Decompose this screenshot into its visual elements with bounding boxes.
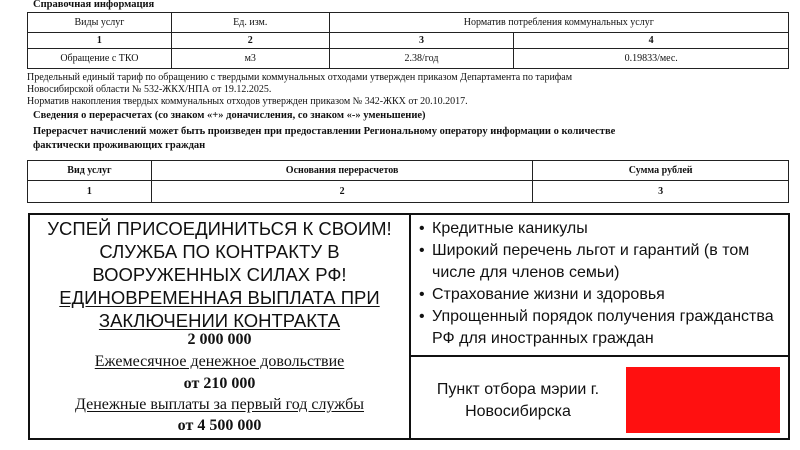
benefit-text: Широкий перечень льгот и гарантий (в том числе для членов семьи) — [432, 242, 750, 281]
list-item: • Широкий перечень льгот и гарантий (в том числе для членов семьи) — [419, 240, 785, 284]
recalc-number-row — [28, 181, 789, 203]
reference-header-norm: Норматив потребления коммунальных услуг — [329, 13, 788, 33]
reference-cell-service: Обращение с ТКО — [28, 49, 172, 69]
recruitment-point-label — [411, 379, 625, 423]
benefit-text: Упрощенный порядок получения гражданства РФ для иностранных граждан — [432, 308, 774, 347]
reference-cell-year: 2.38/год — [329, 49, 514, 69]
recruitment-point-line-1: Пункт отбора мэрии г. — [436, 381, 600, 398]
list-item: • Кредитные каникулы — [419, 218, 785, 240]
reference-col-number: 3 — [329, 33, 514, 49]
ad-lump-sum-line-2: ЗАКЛЮЧЕНИИ КОНТРАКТА — [98, 310, 341, 331]
ad-headline-line-3: ВООРУЖЕННЫХ СИЛАХ РФ! — [92, 264, 347, 285]
ad-payments-panel — [30, 215, 411, 438]
recalc-title: Сведения о перерасчетах (со знаком «+» доначисления, со знаком «-» уменьшение) — [33, 110, 426, 121]
reference-header-unit: Ед. изм. — [171, 13, 329, 33]
recalc-header-service: Вид услуг — [28, 161, 152, 181]
tariff-note-line-1: Предельный единый тариф по обращению с твердыми коммунальных отходами утвержден приказом Департамента по тарифам — [27, 72, 573, 83]
qr-code-redacted — [626, 367, 780, 433]
recalc-header-basis: Основания перерасчетов — [151, 161, 532, 181]
norm-note: Норматив накопления твердых коммунальных отходов утвержден приказом № 342-ЖКХ от 20.10.2017. — [27, 96, 468, 107]
recalc-note-line-2: фактически проживающих граждан — [33, 140, 206, 151]
reference-col-number: 4 — [514, 33, 789, 49]
reference-cell-month: 0.19833/мес. — [514, 49, 789, 69]
ad-first-year-label: Денежные выплаты за первый год службы — [74, 396, 365, 413]
ad-recruitment-point — [411, 355, 788, 438]
list-item: • Упрощенный порядок получения гражданства РФ для иностранных граждан — [419, 306, 785, 350]
recalc-col-number: 2 — [151, 181, 532, 203]
recalc-col-number: 1 — [28, 181, 152, 203]
recalc-col-number: 3 — [533, 181, 789, 203]
benefit-text: Страхование жизни и здоровья — [432, 286, 665, 303]
benefit-text: Кредитные каникулы — [432, 220, 588, 237]
contract-service-ad — [28, 213, 790, 440]
reference-title: Справочная информация — [33, 0, 155, 10]
reference-header-service: Виды услуг — [28, 13, 172, 33]
recalc-note-line-1: Перерасчет начислений может быть произведен при предоставлении Региональному оператору информации о количестве — [33, 126, 616, 137]
reference-table — [27, 12, 789, 69]
reference-cell-unit: м3 — [171, 49, 329, 69]
reference-data-row — [28, 49, 789, 69]
ad-lump-sum-amount: 2 000 000 — [187, 331, 252, 348]
ad-headline-line-1: УСПЕЙ ПРИСОЕДИНИТЬСЯ К СВОИМ! — [47, 218, 392, 239]
ad-benefits-list — [419, 218, 785, 350]
recalc-header-sum: Сумма рублей — [533, 161, 789, 181]
ad-monthly-label: Ежемесячное денежное довольствие — [94, 353, 345, 370]
ad-lump-sum-line-1: ЕДИНОВРЕМЕННАЯ ВЫПЛАТА ПРИ — [59, 287, 380, 308]
ad-benefits-panel — [411, 215, 788, 438]
recalc-table — [27, 160, 789, 203]
reference-header-row — [28, 13, 789, 33]
ad-first-year-amount: от 4 500 000 — [177, 417, 262, 434]
tariff-note-line-2: Новосибирской области № 532-ЖКХ/НПА от 19.12.2025. — [27, 84, 272, 95]
list-item: • Страхование жизни и здоровья — [419, 284, 785, 306]
reference-col-number: 1 — [28, 33, 172, 49]
reference-col-number: 2 — [171, 33, 329, 49]
recalc-header-row — [28, 161, 789, 181]
ad-headline-line-2: СЛУЖБА ПО КОНТРАКТУ В — [99, 241, 340, 262]
ad-monthly-amount: от 210 000 — [183, 375, 256, 392]
recruitment-point-line-2: Новосибирска — [465, 403, 571, 420]
reference-number-row — [28, 33, 789, 49]
